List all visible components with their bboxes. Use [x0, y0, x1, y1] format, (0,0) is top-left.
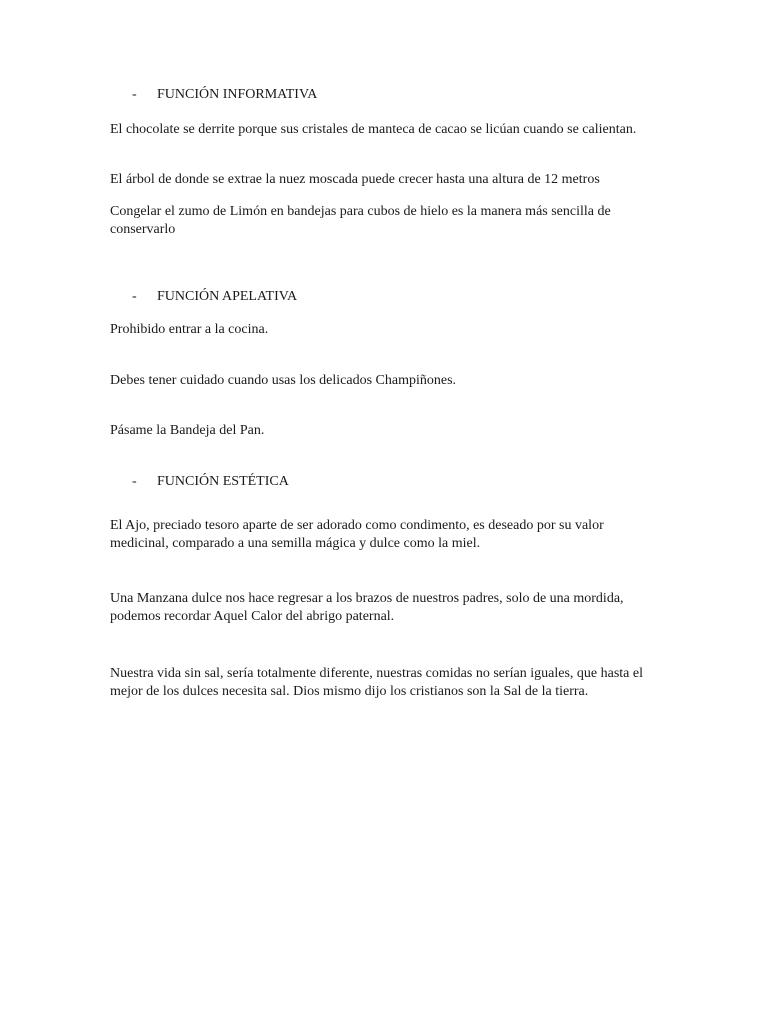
- paragraph: Nuestra vida sin sal, sería totalmente diferente, nuestras comidas no serían iguales, que hasta el mejor de los dulces necesita sal. Dios mismo dijo los cristianos son la Sal de la tierra.: [110, 666, 643, 699]
- heading-text: FUNCIÓN APELATIVA: [157, 289, 298, 304]
- paragraph: El Ajo, preciado tesoro aparte de ser adorado como condimento, es deseado por su valor medicinal, comparado a una semilla mágica y dulce como la miel.: [110, 518, 604, 551]
- paragraph: Congelar el zumo de Limón en bandejas para cubos de hielo es la manera más sencilla de conservarlo: [110, 204, 611, 237]
- section-heading-informativa: [132, 86, 317, 104]
- bullet-dash: -: [132, 87, 137, 102]
- bullet-dash: -: [132, 474, 137, 489]
- paragraph: Una Manzana dulce nos hace regresar a los brazos de nuestros padres, solo de una mordida, podemos recordar Aquel Calor del abrigo paternal.: [110, 591, 624, 624]
- heading-text: FUNCIÓN ESTÉTICA: [157, 474, 289, 489]
- section-heading-estetica: [132, 473, 289, 491]
- paragraph: El chocolate se derrite porque sus cristales de manteca de cacao se licúan cuando se calientan.: [110, 122, 637, 137]
- bullet-dash: -: [132, 289, 137, 304]
- paragraph: Pásame la Bandeja del Pan.: [110, 423, 265, 438]
- section-heading-apelativa: [132, 288, 297, 306]
- paragraph: Prohibido entrar a la cocina.: [110, 322, 269, 337]
- paragraph: El árbol de donde se extrae la nuez moscada puede crecer hasta una altura de 12 metros: [110, 172, 600, 187]
- heading-text: FUNCIÓN INFORMATIVA: [157, 87, 318, 102]
- paragraph: Debes tener cuidado cuando usas los delicados Champiñones.: [110, 373, 457, 388]
